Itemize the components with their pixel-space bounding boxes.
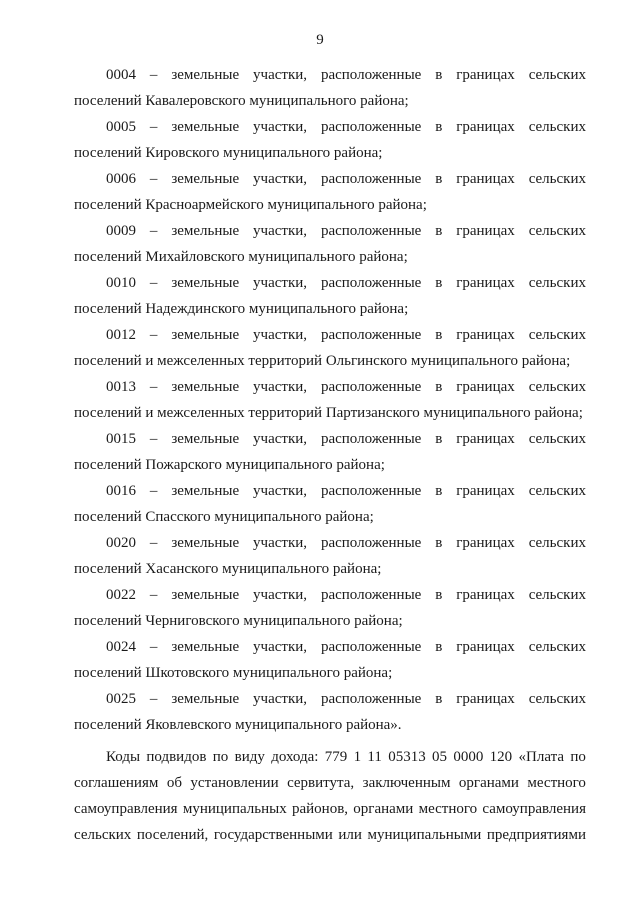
- word: сельских: [528, 223, 586, 239]
- word: земельные: [171, 535, 240, 551]
- item-first-line: [74, 270, 586, 296]
- item-code: 0012: [106, 327, 136, 343]
- word: дохода:: [271, 749, 319, 765]
- word: в: [435, 67, 443, 83]
- word: расположенные: [320, 275, 422, 291]
- item-dash: –: [149, 483, 158, 499]
- word: сельских: [528, 587, 586, 603]
- item-second-line: поселений Хасанского муниципального района;: [74, 561, 382, 577]
- item-second-line: поселений Кавалеровского муниципального района;: [74, 93, 409, 109]
- word: об: [166, 775, 182, 791]
- word: расположенные: [320, 483, 422, 499]
- word: участки,: [253, 535, 308, 551]
- word: муниципальных: [182, 801, 287, 817]
- word: участки,: [253, 691, 308, 707]
- word: расположенные: [320, 535, 422, 551]
- word: органами: [353, 801, 414, 817]
- paragraph-line: [74, 822, 586, 848]
- list-item: [74, 634, 586, 686]
- item-second-line: поселений Надеждинского муниципального района;: [74, 301, 409, 317]
- word: границах: [456, 691, 515, 707]
- word: в: [435, 119, 443, 135]
- item-second-line: поселений Черниговского муниципального района;: [74, 613, 403, 629]
- word: границах: [456, 67, 515, 83]
- item-code: 0016: [106, 483, 136, 499]
- list-item: [74, 62, 586, 114]
- paragraph-line: [74, 770, 586, 796]
- word: границах: [456, 171, 515, 187]
- word: 11: [367, 749, 382, 765]
- word: земельные: [171, 431, 240, 447]
- item-dash: –: [149, 691, 158, 707]
- word: виду: [234, 749, 265, 765]
- word: расположенные: [320, 327, 422, 343]
- word: участки,: [253, 223, 308, 239]
- word: границах: [456, 535, 515, 551]
- word: сельских: [528, 431, 586, 447]
- word: по: [570, 749, 586, 765]
- item-first-line: [74, 582, 586, 608]
- word: расположенные: [320, 431, 422, 447]
- word: 0000: [453, 749, 484, 765]
- item-first-line: [74, 218, 586, 244]
- word: расположенные: [320, 119, 422, 135]
- item-first-line: [74, 686, 586, 712]
- word: предприятиями: [486, 827, 586, 843]
- word: границах: [456, 639, 515, 655]
- item-dash: –: [149, 119, 158, 135]
- item-first-line: [74, 478, 586, 504]
- item-second-line: поселений Шкотовского муниципального района;: [74, 665, 393, 681]
- word: муниципальными: [367, 827, 482, 843]
- item-second-line: поселений Красноармейского муниципального района;: [74, 197, 427, 213]
- word: участки,: [253, 587, 308, 603]
- item-code: 0010: [106, 275, 136, 291]
- word: участки,: [253, 67, 308, 83]
- item-code: 0013: [106, 379, 136, 395]
- word: сельских: [528, 379, 586, 395]
- word: в: [435, 483, 443, 499]
- item-dash: –: [149, 587, 158, 603]
- word: сельских: [528, 67, 586, 83]
- item-second-line: поселений Кировского муниципального района;: [74, 145, 383, 161]
- item-first-line: [74, 530, 586, 556]
- word: участки,: [253, 327, 308, 343]
- word: сельских: [528, 327, 586, 343]
- item-dash: –: [149, 275, 158, 291]
- list-item: [74, 374, 586, 426]
- word: границах: [456, 327, 515, 343]
- list-item: [74, 478, 586, 530]
- word: сельских: [528, 171, 586, 187]
- item-dash: –: [149, 171, 158, 187]
- word: земельные: [171, 379, 240, 395]
- item-code: 0006: [106, 171, 136, 187]
- item-dash: –: [149, 327, 158, 343]
- word: поселений,: [136, 827, 209, 843]
- code-list: [74, 62, 586, 738]
- word: установлении: [190, 775, 279, 791]
- word: границах: [456, 223, 515, 239]
- list-item: [74, 114, 586, 166]
- word: земельные: [171, 119, 240, 135]
- word: самоуправления: [482, 801, 586, 817]
- word: в: [435, 379, 443, 395]
- item-first-line: [74, 426, 586, 452]
- word: расположенные: [320, 223, 422, 239]
- list-item: [74, 686, 586, 738]
- word: границах: [456, 379, 515, 395]
- word: земельные: [171, 587, 240, 603]
- word: 05313: [388, 749, 426, 765]
- word: земельные: [171, 275, 240, 291]
- item-code: 0004: [106, 67, 136, 83]
- word: участки,: [253, 119, 308, 135]
- word: земельные: [171, 483, 240, 499]
- item-first-line: [74, 634, 586, 660]
- item-first-line: [74, 374, 586, 400]
- word: в: [435, 639, 443, 655]
- word: расположенные: [320, 67, 422, 83]
- item-code: 0009: [106, 223, 136, 239]
- word: расположенные: [320, 639, 422, 655]
- word: расположенные: [320, 587, 422, 603]
- word: сельских: [528, 639, 586, 655]
- word: земельные: [171, 639, 240, 655]
- word: сельских: [528, 483, 586, 499]
- word: подвидов: [146, 749, 207, 765]
- item-code: 0015: [106, 431, 136, 447]
- word: земельные: [171, 327, 240, 343]
- word: границах: [456, 483, 515, 499]
- word: 120: [489, 749, 513, 765]
- word: государственными: [213, 827, 333, 843]
- item-first-line: [74, 322, 586, 348]
- word: участки,: [253, 171, 308, 187]
- item-second-line: поселений Спасского муниципального района;: [74, 509, 374, 525]
- word: сельских: [528, 275, 586, 291]
- list-item: [74, 582, 586, 634]
- list-item: [74, 426, 586, 478]
- paragraph-line: [74, 744, 586, 770]
- word: участки,: [253, 379, 308, 395]
- item-first-line: [74, 114, 586, 140]
- item-second-line: поселений Пожарского муниципального района;: [74, 457, 385, 473]
- word: сельских: [74, 827, 132, 843]
- word: в: [435, 535, 443, 551]
- word: в: [435, 275, 443, 291]
- word: в: [435, 587, 443, 603]
- word: 05: [432, 749, 448, 765]
- word: самоуправления: [74, 801, 178, 817]
- word: в: [435, 171, 443, 187]
- item-dash: –: [149, 431, 158, 447]
- list-item: [74, 166, 586, 218]
- word: расположенные: [320, 171, 422, 187]
- word: участки,: [253, 431, 308, 447]
- document-body: [74, 62, 586, 848]
- item-second-line: поселений Михайловского муниципального района;: [74, 249, 408, 265]
- word: сельских: [528, 119, 586, 135]
- word: «Плата: [518, 749, 564, 765]
- word: 779: [324, 749, 348, 765]
- word: границах: [456, 431, 515, 447]
- item-dash: –: [149, 379, 158, 395]
- list-item: [74, 218, 586, 270]
- item-dash: –: [149, 535, 158, 551]
- word: 1: [353, 749, 362, 765]
- word: по: [212, 749, 229, 765]
- item-code: 0020: [106, 535, 136, 551]
- list-item: [74, 270, 586, 322]
- word: границах: [456, 119, 515, 135]
- word: сервитута,: [287, 775, 355, 791]
- item-code: 0005: [106, 119, 136, 135]
- word: местного: [527, 775, 586, 791]
- item-second-line: поселений и межселенных территорий Ольгинского муниципального района;: [74, 353, 571, 369]
- paragraph-line: [74, 796, 586, 822]
- word: границах: [456, 275, 515, 291]
- word: сельских: [528, 535, 586, 551]
- word: участки,: [253, 275, 308, 291]
- word: земельные: [171, 223, 240, 239]
- final-paragraph: [74, 744, 586, 848]
- item-dash: –: [149, 223, 158, 239]
- word: земельные: [171, 171, 240, 187]
- item-dash: –: [149, 67, 158, 83]
- item-second-line: поселений Яковлевского муниципального района».: [74, 717, 402, 733]
- page-number: 9: [316, 32, 324, 48]
- word: в: [435, 431, 443, 447]
- list-item: [74, 530, 586, 582]
- word: районов,: [291, 801, 349, 817]
- item-code: 0024: [106, 639, 136, 655]
- word: или: [338, 827, 362, 843]
- word: в: [435, 223, 443, 239]
- item-second-line: поселений и межселенных территорий Партизанского муниципального района;: [74, 405, 583, 421]
- word: заключенным: [362, 775, 451, 791]
- word: участки,: [253, 483, 308, 499]
- word: органами: [458, 775, 519, 791]
- item-dash: –: [149, 639, 158, 655]
- word: земельные: [171, 67, 240, 83]
- word: участки,: [253, 639, 308, 655]
- word: в: [435, 327, 443, 343]
- word: земельные: [171, 691, 240, 707]
- item-code: 0025: [106, 691, 136, 707]
- word: границах: [456, 587, 515, 603]
- word: Коды: [106, 749, 141, 765]
- word: сельских: [528, 691, 586, 707]
- word: расположенные: [320, 691, 422, 707]
- item-code: 0022: [106, 587, 136, 603]
- word: местного: [418, 801, 478, 817]
- word: расположенные: [320, 379, 422, 395]
- item-first-line: [74, 62, 586, 88]
- word: соглашениям: [74, 775, 159, 791]
- word: в: [435, 691, 443, 707]
- item-first-line: [74, 166, 586, 192]
- list-item: [74, 322, 586, 374]
